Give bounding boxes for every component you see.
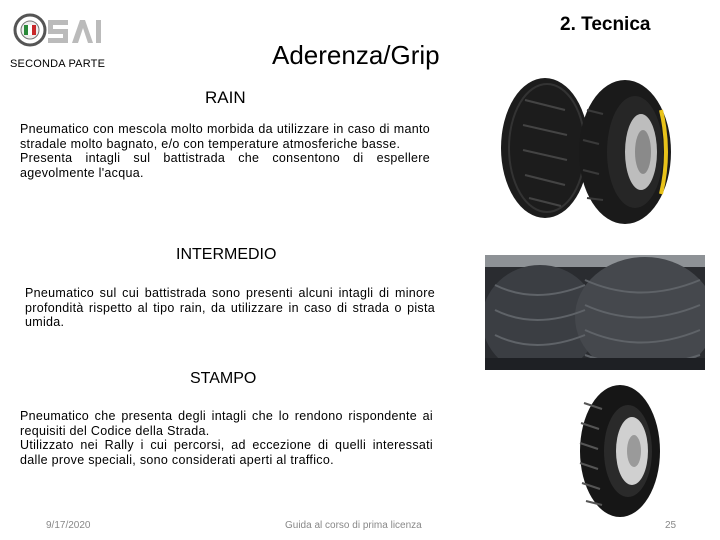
intermedio-description xyxy=(25,286,435,330)
rain-line-1: Pneumatico con mescola molto morbida da utilizzare in caso di manto stradale molto bagnato, e/o con temperature atmosferiche basse. xyxy=(20,122,430,151)
rain-tyres-icon xyxy=(485,70,705,230)
section-label: 2. Tecnica xyxy=(560,14,651,35)
csai-logo-icon xyxy=(8,6,108,52)
stampo-line-1: Pneumatico che presenta degli intagli che lo rendono rispondente ai requisiti del Codice della Strada. xyxy=(20,409,433,438)
part-label: SECONDA PARTE xyxy=(10,58,106,70)
footer-date: 9/17/2020 xyxy=(46,520,91,531)
intermedio-line-1: Pneumatico sul cui battistrada sono presenti alcuni intagli di minore profondità rispetto al tipo rain, da utilizzare in caso di strada o pista umida. xyxy=(25,286,435,329)
page-title: Aderenza/Grip xyxy=(272,40,440,70)
rain-line-2: Presenta intagli sul battistrada che consentono di espellere agevolmente l'acqua. xyxy=(20,151,430,180)
intermediate-tyres-icon xyxy=(485,255,705,370)
stampo-description xyxy=(20,409,433,467)
rain-description xyxy=(20,122,430,180)
rain-heading: RAIN xyxy=(205,88,246,107)
footer-guide: Guida al corso di prima licenza xyxy=(285,520,422,531)
stampo-heading: STAMPO xyxy=(190,370,257,387)
stampo-line-2: Utilizzato nei Rally i cui percorsi, ad eccezione di quelli interessati dalle prove speciali, sono considerati aperti al traffico. xyxy=(20,438,433,467)
page-number: 25 xyxy=(665,520,677,531)
treaded-tyre-icon xyxy=(568,383,672,519)
intermedio-heading: INTERMEDIO xyxy=(176,246,277,263)
